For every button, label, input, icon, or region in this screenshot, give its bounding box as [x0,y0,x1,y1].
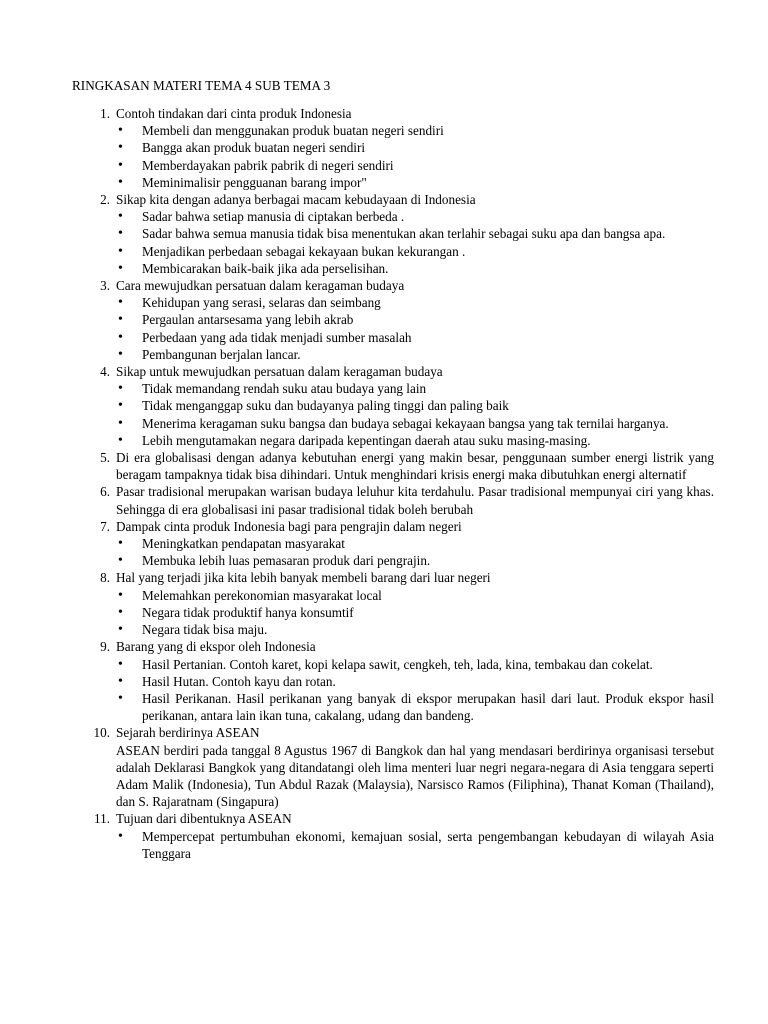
list-item [72,518,714,570]
bullet-item: • Menjadikan perbedaan sebagai kekayaan bukan kekurangan . [116,243,714,260]
bullet-item: • Hasil Pertanian. Contoh karet, kopi kelapa sawit, cengkeh, teh, lada, kina, tembakau dan cokelat. [116,656,714,673]
item-number: 9. [100,639,110,655]
bullet-list [116,380,714,449]
list-item [72,724,714,810]
bullet-item: • Hasil Hutan. Contoh kayu dan rotan. [116,673,714,690]
bullet-list [116,294,714,363]
bullet-list [116,535,714,569]
bullet-list [116,656,714,725]
list-item [72,191,714,277]
bullet-item: • Menerima keragaman suku bangsa dan budaya sebagai kekayaan bangsa yang tak ternilai harganya. [116,415,714,432]
document-title: RINGKASAN MATERI TEMA 4 SUB TEMA 3 [72,78,331,93]
bullet-item: • Sadar bahwa semua manusia tidak bisa menentukan akan terlahir sebagai suku apa dan bangsa apa. [116,225,714,242]
item-heading: Sikap untuk mewujudkan persatuan dalam keragaman budaya [116,364,443,380]
bullet-item: • Melemahkan perekonomian masyarakat local [116,587,714,604]
item-paragraph: ASEAN berdiri pada tanggal 8 Agustus 1967 di Bangkok dan hal yang mendasari berdirinya organisasi tersebut adalah Deklarasi Bangkok yang ditandatangi oleh lima menteri luar negri negara-negara di Asia tenggara seperti Adam Malik (Indonesia), Tun Abdul Razak (Malaysia), Narsisco Ramos (Filiphina), Thanat Koman (Thailand), dan S. Rajaratnam (Singapura) [116,742,714,810]
item-number: 5. [100,450,110,466]
bullet-item: • Membeli dan menggunakan produk buatan negeri sendiri [116,122,714,139]
item-number: 10. [93,725,110,741]
item-heading: Di era globalisasi dengan adanya kebutuhan energi yang makin besar, penggunaan sumber energi listrik yang beragam tampaknya tidak bisa dihindari. Untuk menghindari krisis energi maka dibutuhkan energi alternatif [116,450,714,483]
bullet-item: • Hasil Perikanan. Hasil perikanan yang banyak di ekspor merupakan hasil dari laut. Produk ekspor hasil perikanan, antara lain ikan tuna, cakalang, udang dan bandeng. [116,690,714,724]
list-item [72,449,714,483]
bullet-list [116,122,714,191]
list-item [72,277,714,363]
bullet-item: • Sadar bahwa setiap manusia di ciptakan berbeda . [116,208,714,225]
item-number: 7. [100,518,110,534]
item-number: 8. [100,570,110,586]
bullet-item: • Tidak memandang rendah suku atau budaya yang lain [116,380,714,397]
item-heading: Pasar tradisional merupakan warisan budaya leluhur kita terdahulu. Pasar tradisional mempunyai ciri yang khas. Sehingga di era globalisasi ini pasar tradisional tidak boleh berubah [116,484,714,517]
bullet-item: • Bangga akan produk buatan negeri sendiri [116,139,714,156]
item-number: 4. [100,364,110,380]
item-heading: Barang yang di ekspor oleh Indonesia [116,639,316,655]
item-heading: Cara mewujudkan persatuan dalam keragaman budaya [116,278,405,294]
list-item [72,363,714,449]
bullet-item: • Negara tidak bisa maju. [116,621,714,638]
list-item [72,483,714,517]
item-heading: Tujuan dari dibentuknya ASEAN [116,811,292,827]
bullet-item: • Membuka lebih luas pemasaran produk dari pengrajin. [116,552,714,569]
bullet-list [116,828,714,862]
item-number: 11. [94,811,110,827]
item-number: 6. [100,484,110,500]
list-item [72,810,714,862]
bullet-item: • Negara tidak produktif hanya konsumtif [116,604,714,621]
item-number: 1. [100,106,110,121]
bullet-list [116,208,714,277]
bullet-item: • Lebih mengutamakan negara daripada kepentingan daerah atau suku masing-masing. [116,432,714,449]
bullet-item: • Tidak menganggap suku dan budayanya paling tinggi dan paling baik [116,397,714,414]
bullet-item: • Pergaulan antarsesama yang lebih akrab [116,311,714,328]
item-heading: Contoh tindakan dari cinta produk Indonesia [116,106,352,121]
list-item [72,638,714,724]
item-heading: Sikap kita dengan adanya berbagai macam kebudayaan di Indonesia [116,192,476,208]
bullet-item: • Meningkatkan pendapatan masyarakat [116,535,714,552]
list-item [72,569,714,638]
bullet-item: • Memberdayakan pabrik pabrik di negeri sendiri [116,157,714,174]
bullet-item: • Pembangunan berjalan lancar. [116,346,714,363]
numbered-list [72,105,714,862]
item-number: 3. [100,278,110,294]
bullet-item: • Mempercepat pertumbuhan ekonomi, kemajuan sosial, serta pengembangan kebudayan di wilayah Asia Tenggara [116,828,714,862]
bullet-list [116,587,714,639]
item-number: 2. [100,192,110,208]
list-item [72,105,714,191]
bullet-item: • Membicarakan baik-baik jika ada perselisihan. [116,260,714,277]
bullet-item: • Kehidupan yang serasi, selaras dan seimbang [116,294,714,311]
item-heading: Sejarah berdirinya ASEAN [116,725,260,741]
bullet-item: • Meminimalisir pengguanan barang impor" [116,174,714,191]
item-heading: Hal yang terjadi jika kita lebih banyak membeli barang dari luar negeri [116,570,491,586]
bullet-item: • Perbedaan yang ada tidak menjadi sumber masalah [116,329,714,346]
item-heading: Dampak cinta produk Indonesia bagi para pengrajin dalam negeri [116,518,462,534]
